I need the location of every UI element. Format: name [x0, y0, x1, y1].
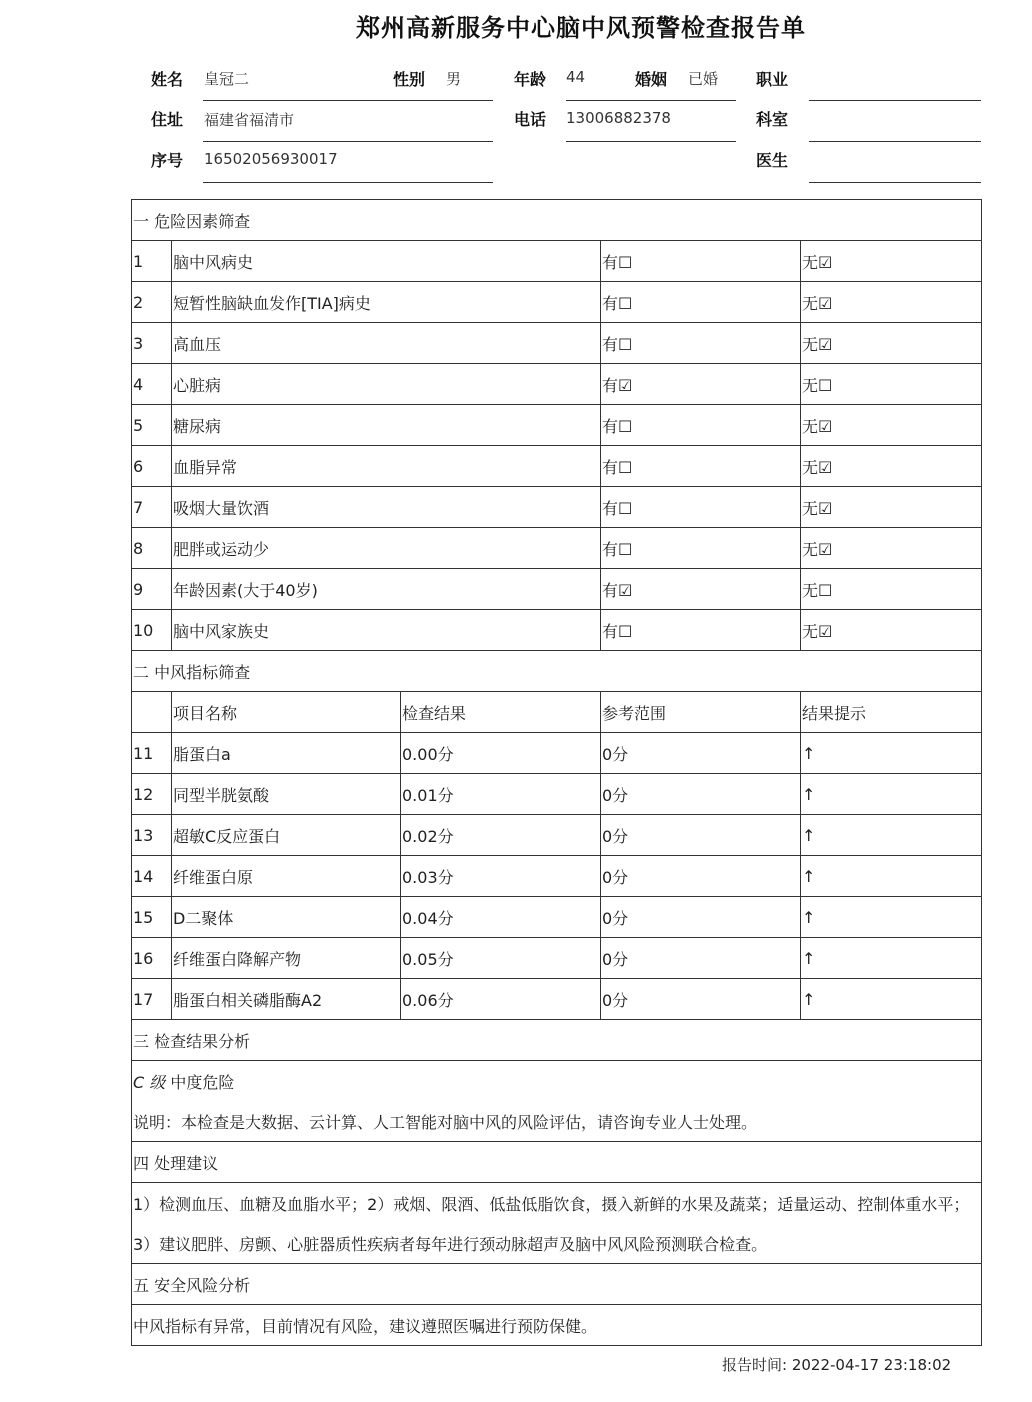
- row-number: 4: [132, 364, 172, 405]
- section4-line1-row: [132, 1183, 982, 1224]
- risk-level: 中度危险: [170, 1072, 235, 1092]
- row-number: 17: [132, 979, 172, 1020]
- option-yes: 有☐: [601, 610, 801, 651]
- table-row: [132, 405, 982, 446]
- section5-text-row: [132, 1305, 982, 1346]
- analysis-note: 说明：本检查是大数据、云计算、人工智能对脑中风的风险评估，请咨询专业人士处理。: [132, 1101, 982, 1142]
- header-item-name: 项目名称: [172, 692, 401, 733]
- advice-line-2: 3）建议肥胖、房颤、心脏器质性疾病者每年进行颈动脉超声及脑中风风险预测联合检查。: [132, 1223, 982, 1264]
- indicator-name: 脂蛋白a: [172, 733, 401, 774]
- risk-factor-name: 肥胖或运动少: [172, 528, 601, 569]
- indicator-result: 0.02分: [401, 815, 601, 856]
- phone-label: 电话: [514, 110, 547, 129]
- row-number: 6: [132, 446, 172, 487]
- option-yes: 有☐: [601, 446, 801, 487]
- row-number: 5: [132, 405, 172, 446]
- indicator-name: 同型半胱氨酸: [172, 774, 401, 815]
- header-range: 参考范围: [601, 692, 801, 733]
- table-row: [132, 733, 982, 774]
- row-number: 15: [132, 897, 172, 938]
- table-row: [132, 979, 982, 1020]
- option-yes: 有☐: [601, 282, 801, 323]
- table-row: [132, 241, 982, 282]
- risk-factor-name: 短暂性脑缺血发作[TIA]病史: [172, 282, 601, 323]
- option-no: 无☑: [801, 323, 982, 364]
- safety-analysis-text: 中风指标有异常，目前情况有风险，建议遵照医嘱进行预防保健。: [132, 1305, 982, 1346]
- indicator-result: 0.05分: [401, 938, 601, 979]
- serial-underline: [203, 182, 493, 183]
- section5-heading: 五 安全风险分析: [132, 1264, 982, 1305]
- indicator-range: 0分: [601, 938, 801, 979]
- serial-label: 序号: [151, 151, 184, 170]
- row-number: 7: [132, 487, 172, 528]
- indicator-result: 0.03分: [401, 856, 601, 897]
- indicator-hint: ↑: [801, 774, 982, 815]
- option-yes: 有☐: [601, 487, 801, 528]
- job-label: 职业: [756, 70, 789, 89]
- phone-underline: [566, 141, 736, 142]
- header-result: 检查结果: [401, 692, 601, 733]
- indicator-name: 超敏C反应蛋白: [172, 815, 401, 856]
- row-number: 10: [132, 610, 172, 651]
- indicator-range: 0分: [601, 733, 801, 774]
- indicator-hint: ↑: [801, 938, 982, 979]
- header-hint: 结果提示: [801, 692, 982, 733]
- row-number: 16: [132, 938, 172, 979]
- section1-heading: 一 危险因素筛查: [132, 200, 982, 241]
- indicator-range: 0分: [601, 897, 801, 938]
- indicator-result: 0.06分: [401, 979, 601, 1020]
- gender-value: 男: [446, 70, 462, 88]
- table-row: [132, 610, 982, 651]
- risk-grade-cell: [132, 1061, 982, 1102]
- row-number: 12: [132, 774, 172, 815]
- row-number: 14: [132, 856, 172, 897]
- job-underline: [809, 100, 981, 101]
- section4-line2-row: [132, 1223, 982, 1264]
- indicator-range: 0分: [601, 774, 801, 815]
- risk-factor-name: 脑中风病史: [172, 241, 601, 282]
- table-row: [132, 856, 982, 897]
- address-value: 福建省福清市: [204, 111, 295, 129]
- risk-factor-name: 脑中风家族史: [172, 610, 601, 651]
- option-no: 无☑: [801, 610, 982, 651]
- row-number: 2: [132, 282, 172, 323]
- report-time: [722, 1354, 951, 1375]
- indicator-result: 0.01分: [401, 774, 601, 815]
- report-time-value: 2022-04-17 23:18:02: [791, 1356, 952, 1374]
- table-row: [132, 364, 982, 405]
- option-no: 无☐: [801, 364, 982, 405]
- table-row: [132, 774, 982, 815]
- age-marital-underline: [566, 100, 736, 101]
- indicator-range: 0分: [601, 815, 801, 856]
- page-title: 郑州高新服务中心脑中风预警检查报告单: [356, 14, 806, 42]
- section4-heading-row: [132, 1142, 982, 1183]
- section3-note-row: [132, 1101, 982, 1142]
- option-yes: 有☑: [601, 569, 801, 610]
- risk-factor-name: 心脏病: [172, 364, 601, 405]
- gender-label: 性别: [393, 70, 426, 89]
- dept-underline: [809, 141, 981, 142]
- section3-heading-row: [132, 1020, 982, 1061]
- option-yes: 有☐: [601, 241, 801, 282]
- doctor-label: 医生: [756, 151, 789, 170]
- risk-factor-name: 年龄因素(大于40岁): [172, 569, 601, 610]
- option-no: 无☑: [801, 405, 982, 446]
- section2-heading-row: [132, 651, 982, 692]
- row-number: 11: [132, 733, 172, 774]
- risk-factor-name: 吸烟大量饮酒: [172, 487, 601, 528]
- phone-value: 13006882378: [566, 109, 671, 127]
- marital-label: 婚姻: [635, 70, 668, 89]
- indicator-hint: ↑: [801, 897, 982, 938]
- row-number: 1: [132, 241, 172, 282]
- section3-heading: 三 检查结果分析: [132, 1020, 982, 1061]
- table-row: [132, 282, 982, 323]
- row-number: 8: [132, 528, 172, 569]
- indicator-range: 0分: [601, 979, 801, 1020]
- option-yes: 有☐: [601, 323, 801, 364]
- row-number: 9: [132, 569, 172, 610]
- age-value: 44: [566, 68, 586, 86]
- row-number: 3: [132, 323, 172, 364]
- table-row: [132, 569, 982, 610]
- indicator-range: 0分: [601, 856, 801, 897]
- indicator-result: 0.04分: [401, 897, 601, 938]
- table-row: [132, 446, 982, 487]
- table-row: [132, 815, 982, 856]
- row-number: 13: [132, 815, 172, 856]
- table-row: [132, 528, 982, 569]
- table-row: [132, 938, 982, 979]
- age-label: 年龄: [514, 70, 547, 89]
- indicator-hint: ↑: [801, 733, 982, 774]
- section4-heading: 四 处理建议: [132, 1142, 982, 1183]
- option-no: 无☑: [801, 282, 982, 323]
- indicator-hint: ↑: [801, 856, 982, 897]
- risk-factor-name: 血脂异常: [172, 446, 601, 487]
- address-underline: [203, 141, 493, 142]
- indicator-hint: ↑: [801, 815, 982, 856]
- risk-grade: C 级: [133, 1072, 166, 1092]
- section1-heading-row: [132, 200, 982, 241]
- section2-heading: 二 中风指标筛查: [132, 651, 982, 692]
- section3-grade-row: [132, 1061, 982, 1102]
- table-row: [132, 323, 982, 364]
- option-yes: 有☐: [601, 528, 801, 569]
- section2-header-row: [132, 692, 982, 733]
- risk-factor-name: 糖尿病: [172, 405, 601, 446]
- name-gender-underline: [203, 100, 493, 101]
- option-no: 无☑: [801, 487, 982, 528]
- doctor-underline: [809, 182, 981, 183]
- table-row: [132, 487, 982, 528]
- indicator-name: 纤维蛋白原: [172, 856, 401, 897]
- risk-factor-name: 高血压: [172, 323, 601, 364]
- marital-value: 已婚: [688, 70, 719, 88]
- option-no: 无☑: [801, 528, 982, 569]
- name-value: 皇冠二: [204, 70, 250, 88]
- report-time-label: 报告时间:: [722, 1356, 788, 1374]
- advice-line-1: 1）检测血压、血糖及血脂水平；2）戒烟、限酒、低盐低脂饮食，摄入新鲜的水果及蔬菜；适量运动、控制体重水平；: [132, 1183, 982, 1224]
- indicator-name: 脂蛋白相关磷脂酶A2: [172, 979, 401, 1020]
- option-no: 无☑: [801, 241, 982, 282]
- option-yes: 有☑: [601, 364, 801, 405]
- indicator-hint: ↑: [801, 979, 982, 1020]
- option-no: 无☑: [801, 446, 982, 487]
- report-table: [131, 199, 982, 1346]
- address-label: 住址: [151, 110, 184, 129]
- option-no: 无☐: [801, 569, 982, 610]
- header-blank: [132, 692, 172, 733]
- section5-heading-row: [132, 1264, 982, 1305]
- indicator-result: 0.00分: [401, 733, 601, 774]
- serial-value: 16502056930017: [204, 150, 338, 168]
- indicator-name: 纤维蛋白降解产物: [172, 938, 401, 979]
- dept-label: 科室: [756, 110, 789, 129]
- table-row: [132, 897, 982, 938]
- option-yes: 有☐: [601, 405, 801, 446]
- indicator-name: D二聚体: [172, 897, 401, 938]
- name-label: 姓名: [151, 70, 184, 89]
